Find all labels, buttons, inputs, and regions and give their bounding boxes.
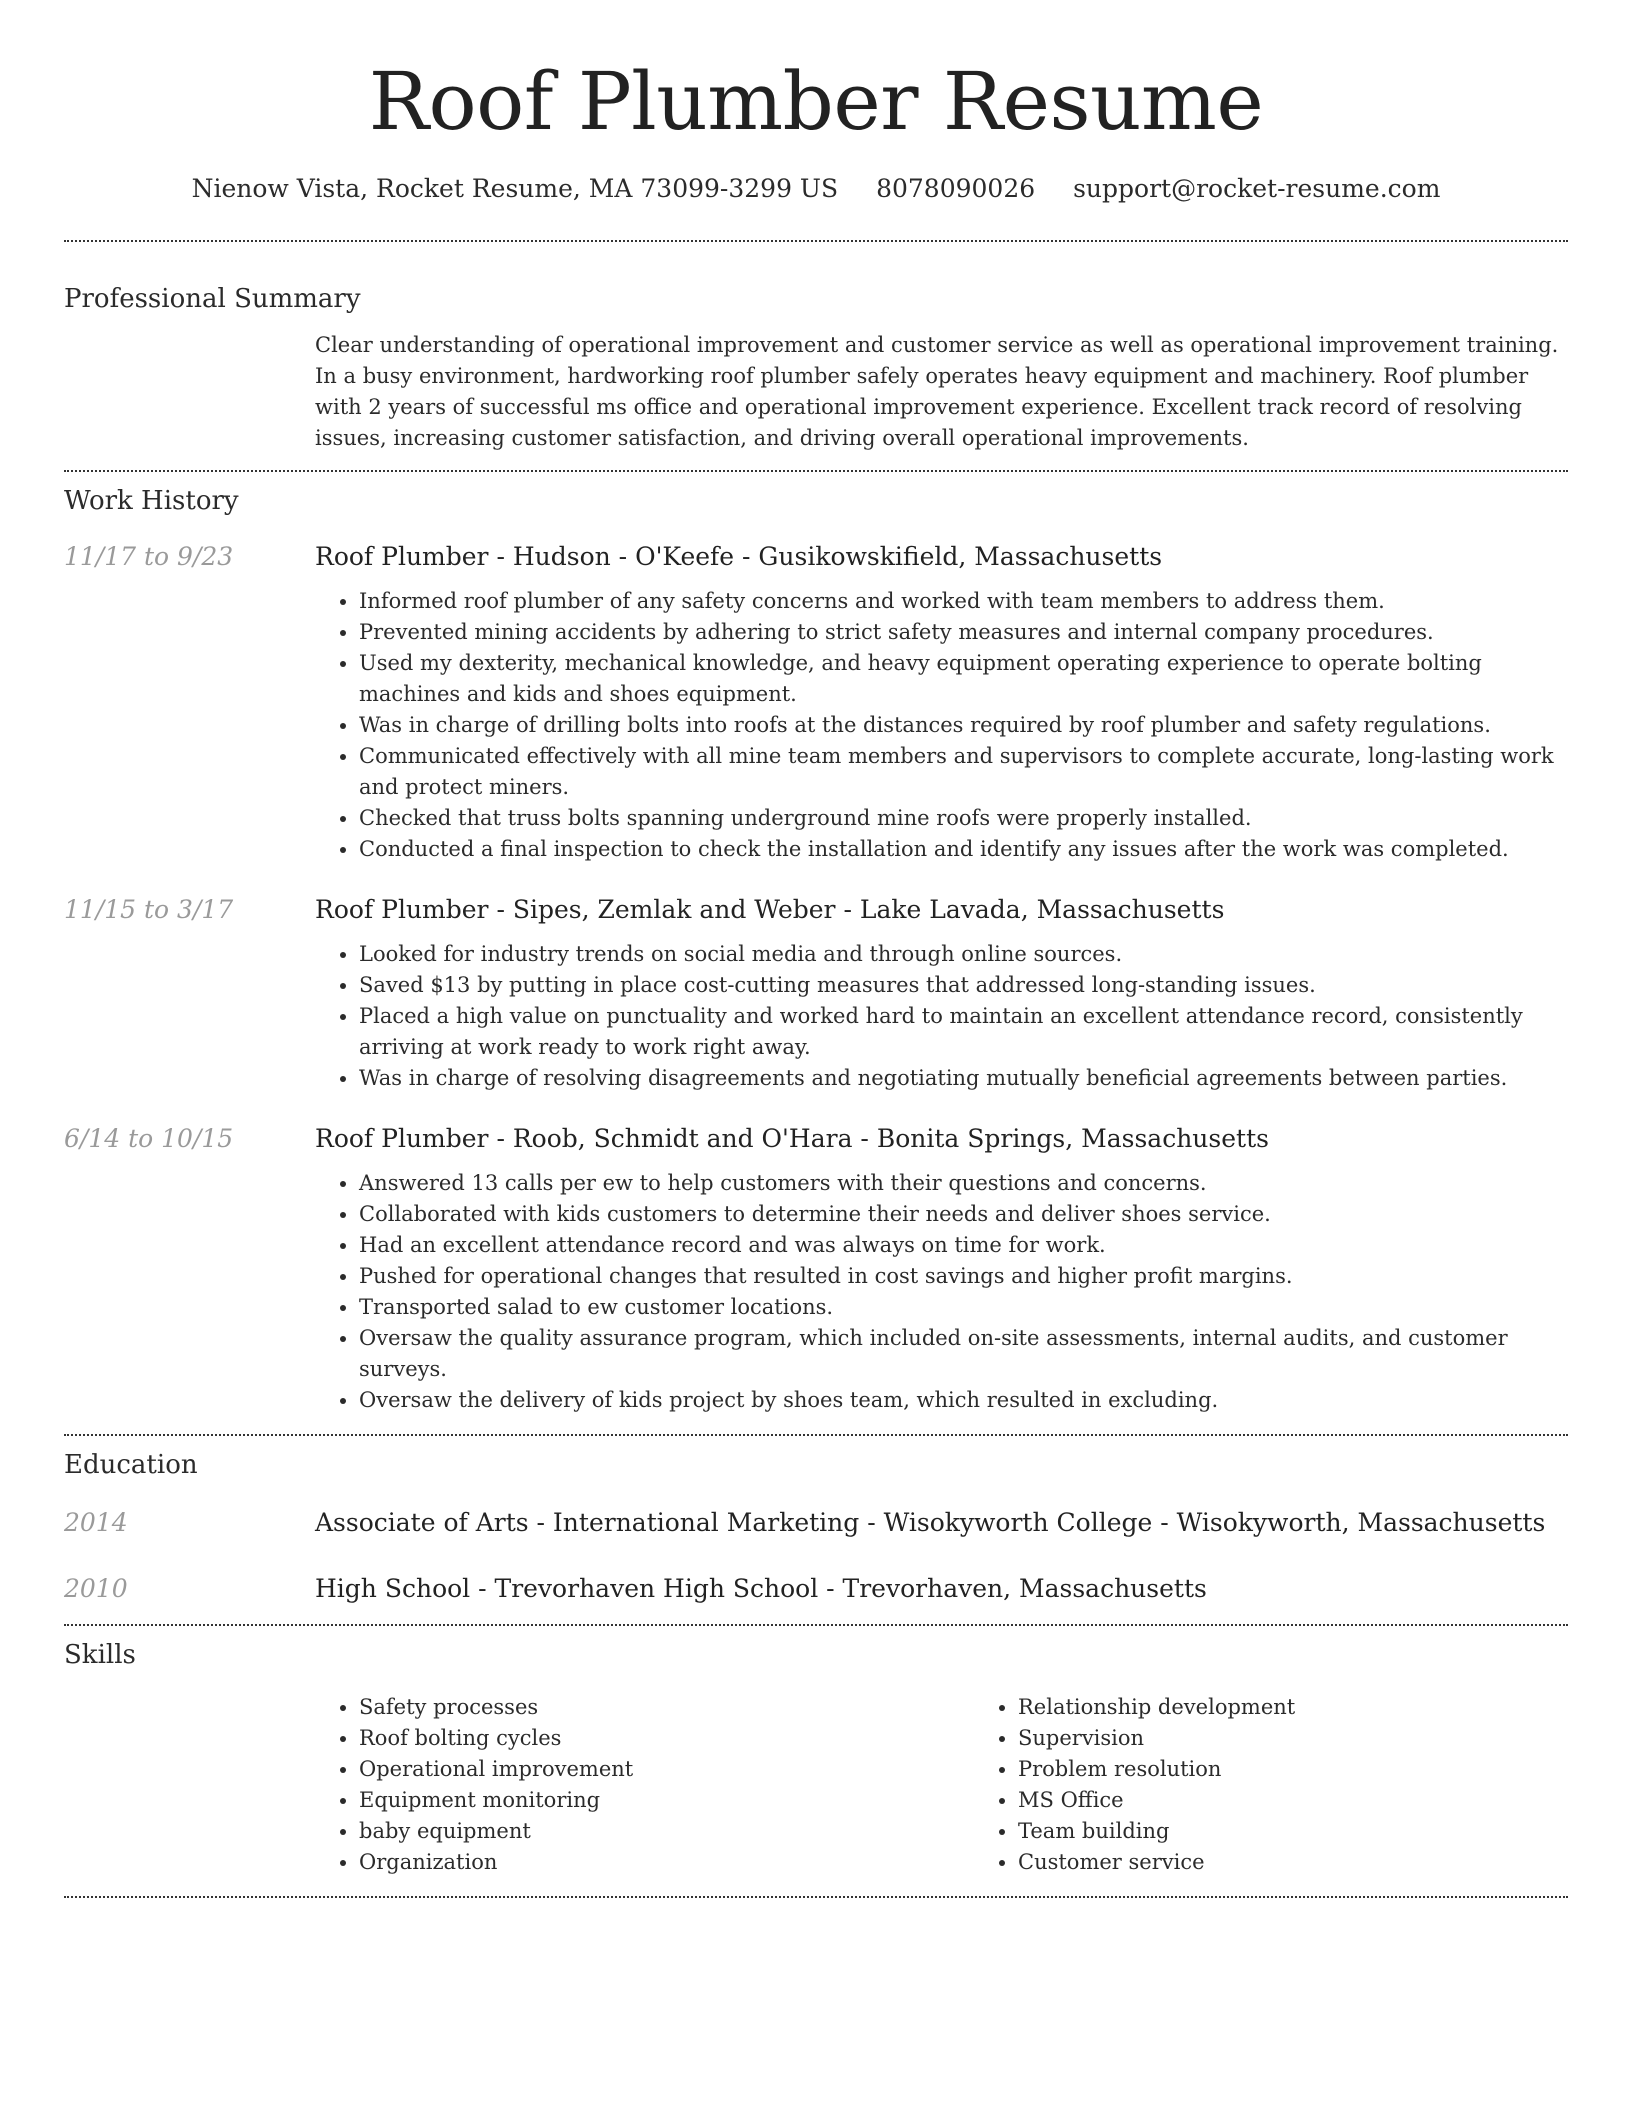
job-bullets — [315, 939, 1568, 1094]
list-item: • Used my dexterity, mechanical knowledge, and heavy equipment operating experience to operate bolting machines and kids and shoes equipment. — [359, 648, 1568, 710]
list-item: • Transported salad to ew customer locations. — [359, 1292, 1568, 1323]
job-bullets — [315, 586, 1568, 865]
list-item: • Roof bolting cycles — [359, 1723, 974, 1754]
list-item: • Communicated effectively with all mine team members and supervisors to complete accurate, long-lasting work and protect miners. — [359, 741, 1568, 803]
list-item: • Supervision — [1018, 1723, 1632, 1754]
list-item: • Organization — [359, 1847, 974, 1878]
list-item: • Team building — [1018, 1816, 1632, 1847]
job-entry — [64, 540, 1568, 865]
work-history-heading: Work History — [64, 486, 239, 516]
resume-title: Roof Plumber Resume — [368, 55, 1264, 148]
job-title: Roof Plumber - Hudson - O'Keefe - Gusikowskifield, Massachusetts — [315, 542, 1163, 571]
list-item: • Equipment monitoring — [359, 1785, 974, 1816]
divider — [64, 1624, 1568, 1626]
job-title: Roof Plumber - Sipes, Zemlak and Weber - Lake Lavada, Massachusetts — [315, 895, 1225, 924]
skills-list-left — [315, 1692, 974, 1878]
job-bullets — [315, 1168, 1568, 1416]
list-item: • Looked for industry trends on social media and through online sources. — [359, 939, 1568, 970]
list-item: • Was in charge of drilling bolts into roofs at the distances required by roof plumber and safety regulations. — [359, 710, 1568, 741]
list-item: • Problem resolution — [1018, 1754, 1632, 1785]
list-item: • Relationship development — [1018, 1692, 1632, 1723]
divider — [64, 470, 1568, 472]
education-entry — [64, 1572, 1568, 1606]
list-item: • MS Office — [1018, 1785, 1632, 1816]
contact-line — [64, 172, 1568, 206]
job-entry — [64, 893, 1568, 1094]
list-item: • baby equipment — [359, 1816, 974, 1847]
list-item: • Customer service — [1018, 1847, 1632, 1878]
divider — [64, 1896, 1568, 1898]
list-item: • Had an excellent attendance record and was always on time for work. — [359, 1230, 1568, 1261]
list-item: • Answered 13 calls per ew to help customers with their questions and concerns. — [359, 1168, 1568, 1199]
list-item: • Collaborated with kids customers to determine their needs and deliver shoes service. — [359, 1199, 1568, 1230]
job-entry — [64, 1122, 1568, 1416]
education-year: 2010 — [64, 1574, 128, 1603]
job-dates: 6/14 to 10/15 — [64, 1124, 234, 1153]
list-item: • Pushed for operational changes that resulted in cost savings and higher profit margins. — [359, 1261, 1568, 1292]
summary-heading: Professional Summary — [64, 284, 361, 314]
summary-text: Clear understanding of operational improvement and customer service as well as operational improvement training. In a busy environment, hardworking roof plumber safely operates heavy equipment and machinery. Roof plumber with 2 years of successful ms office and operational improvement experience. Excellent track record of resolving issues, increasing customer satisfaction, and driving overall operational improvements. — [315, 333, 1559, 450]
list-item: • Oversaw the delivery of kids project by shoes team, which resulted in excluding. — [359, 1385, 1568, 1416]
list-item: • Prevented mining accidents by adhering to strict safety measures and internal company procedures. — [359, 617, 1568, 648]
education-title: Associate of Arts - International Marketing - Wisokyworth College - Wisokyworth, Massachusetts — [315, 1508, 1546, 1537]
list-item: • Oversaw the quality assurance program, which included on-site assessments, internal audits, and customer surveys. — [359, 1323, 1568, 1385]
list-item: • Was in charge of resolving disagreements and negotiating mutually beneficial agreements between parties. — [359, 1063, 1568, 1094]
contact-address: Nienow Vista, Rocket Resume, MA 73099-3299 US — [191, 174, 839, 203]
list-item: • Informed roof plumber of any safety concerns and worked with team members to address them. — [359, 586, 1568, 617]
divider — [64, 240, 1568, 242]
list-item: • Safety processes — [359, 1692, 974, 1723]
contact-email: support@rocket-resume.com — [1073, 174, 1441, 203]
job-dates: 11/15 to 3/17 — [64, 895, 234, 924]
contact-phone: 8078090026 — [876, 174, 1036, 203]
skills-list-right — [974, 1692, 1632, 1878]
list-item: • Operational improvement — [359, 1754, 974, 1785]
skills-heading: Skills — [64, 1640, 136, 1670]
job-title: Roof Plumber - Roob, Schmidt and O'Hara - Bonita Springs, Massachusetts — [315, 1124, 1269, 1153]
list-item: • Placed a high value on punctuality and worked hard to maintain an excellent attendance record, consistently arriving at work ready to work right away. — [359, 1001, 1568, 1063]
list-item: • Conducted a final inspection to check the installation and identify any issues after the work was completed. — [359, 834, 1568, 865]
list-item: • Saved $13 by putting in place cost-cutting measures that addressed long-standing issues. — [359, 970, 1568, 1001]
education-year: 2014 — [64, 1508, 128, 1537]
education-heading: Education — [64, 1450, 198, 1480]
resume-page — [64, 0, 1568, 1898]
education-title: High School - Trevorhaven High School - Trevorhaven, Massachusetts — [315, 1574, 1207, 1603]
divider — [64, 1434, 1568, 1436]
list-item: • Checked that truss bolts spanning underground mine roofs were properly installed. — [359, 803, 1568, 834]
education-entry — [64, 1506, 1568, 1540]
job-dates: 11/17 to 9/23 — [64, 542, 234, 571]
